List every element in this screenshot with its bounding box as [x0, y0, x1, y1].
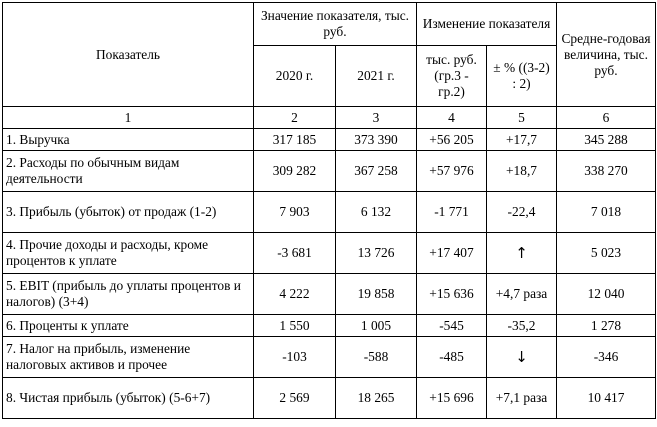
pct-change: +18,7	[487, 151, 557, 192]
header-value-group: Значение показателя, тыс. руб.	[254, 3, 417, 46]
average-value: 12 040	[557, 274, 656, 315]
row-name: 8. Чистая прибыль (убыток) (5-6+7)	[3, 378, 254, 419]
value-2021: 13 726	[336, 233, 417, 274]
abs-change: -485	[417, 337, 487, 378]
column-number: 5	[487, 107, 557, 129]
value-2021: 18 265	[336, 378, 417, 419]
average-value: -346	[557, 337, 656, 378]
abs-change: +15 696	[417, 378, 487, 419]
pct-change: +4,7 раза	[487, 274, 557, 315]
pct-change: +17,7	[487, 129, 557, 151]
value-2021: 367 258	[336, 151, 417, 192]
value-2020: 317 185	[254, 129, 336, 151]
value-2020: 4 222	[254, 274, 336, 315]
header-year-2020: 2020 г.	[254, 46, 336, 107]
header-indicator: Показатель	[3, 3, 254, 107]
value-2020: 7 903	[254, 192, 336, 233]
abs-change: -545	[417, 315, 487, 337]
row-name: 3. Прибыль (убыток) от продаж (1-2)	[3, 192, 254, 233]
table-row	[3, 378, 656, 419]
value-2021: 1 005	[336, 315, 417, 337]
average-value: 338 270	[557, 151, 656, 192]
header-year-2021: 2021 г.	[336, 46, 417, 107]
value-2020: 309 282	[254, 151, 336, 192]
header-average: Средне-годовая величина, тыс. руб.	[557, 3, 656, 107]
average-value: 5 023	[557, 233, 656, 274]
value-2021: -588	[336, 337, 417, 378]
abs-change: +15 636	[417, 274, 487, 315]
table-row	[3, 233, 656, 274]
abs-change: +57 976	[417, 151, 487, 192]
average-value: 7 018	[557, 192, 656, 233]
average-value: 1 278	[557, 315, 656, 337]
table-row	[3, 129, 656, 151]
table-row	[3, 274, 656, 315]
row-name: 7. Налог на прибыль, изменение налоговых активов и прочее	[3, 337, 254, 378]
down-arrow-icon: ↓	[487, 337, 557, 378]
average-value: 10 417	[557, 378, 656, 419]
header-change-group: Изменение показателя	[417, 3, 557, 46]
row-name: 4. Прочие доходы и расходы, кроме процентов к уплате	[3, 233, 254, 274]
value-2020: -3 681	[254, 233, 336, 274]
row-name: 2. Расходы по обычным видам деятельности	[3, 151, 254, 192]
value-2021: 19 858	[336, 274, 417, 315]
column-number: 3	[336, 107, 417, 129]
table-row	[3, 315, 656, 337]
pct-change: +7,1 раза	[487, 378, 557, 419]
header-row	[3, 3, 656, 46]
table-row	[3, 192, 656, 233]
column-number-row	[3, 107, 656, 129]
value-2021: 6 132	[336, 192, 417, 233]
pct-change: -35,2	[487, 315, 557, 337]
column-number: 4	[417, 107, 487, 129]
column-number: 2	[254, 107, 336, 129]
abs-change: +56 205	[417, 129, 487, 151]
row-name: 6. Проценты к уплате	[3, 315, 254, 337]
table-row	[3, 151, 656, 192]
up-arrow-icon: ↑	[487, 233, 557, 274]
value-2021: 373 390	[336, 129, 417, 151]
column-number: 6	[557, 107, 656, 129]
value-2020: -103	[254, 337, 336, 378]
abs-change: -1 771	[417, 192, 487, 233]
abs-change: +17 407	[417, 233, 487, 274]
financial-results-table	[2, 2, 656, 419]
pct-change: -22,4	[487, 192, 557, 233]
row-name: 1. Выручка	[3, 129, 254, 151]
row-name: 5. EBIT (прибыль до уплаты процентов и налогов) (3+4)	[3, 274, 254, 315]
value-2020: 2 569	[254, 378, 336, 419]
header-pct-change: ± % ((3-2) : 2)	[487, 46, 557, 107]
table-row	[3, 337, 656, 378]
value-2020: 1 550	[254, 315, 336, 337]
average-value: 345 288	[557, 129, 656, 151]
header-abs-change: тыс. руб. (гр.3 - гр.2)	[417, 46, 487, 107]
column-number: 1	[3, 107, 254, 129]
